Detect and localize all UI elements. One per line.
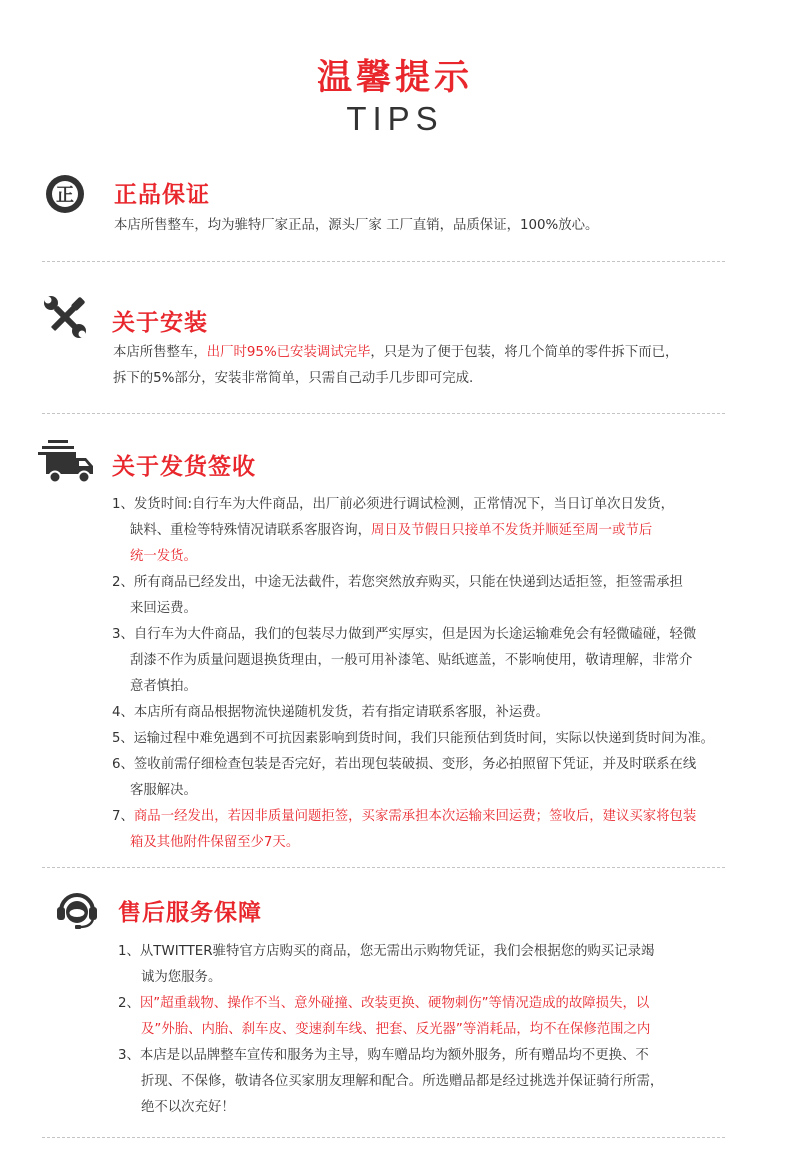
shipping-item-3-line-2: 刮漆不作为质量问题退换货理由，一般可用补漆笔、贴纸遮盖，不影响使用，敬请理解，非常介	[130, 653, 693, 668]
shipping-item-7-line-1: 7、商品一经发出，若因非质量问题拒签，买家需承担本次运输来回运费；签收后，建议买家将包装	[112, 809, 697, 824]
shipping-item-6-line-2: 客服解决。	[130, 783, 197, 798]
aftersales-item-1-line-2: 诚为您服务。	[141, 970, 222, 985]
customer-service-headset-icon	[54, 887, 100, 933]
shipping-item-6-line-1: 6、签收前需仔细检查包装是否完好，若出现包装破损、变形，务必拍照留下凭证，并及时联系在线	[112, 757, 697, 772]
shipping-item-7-line-2: 箱及其他附件保留至少7天。	[130, 835, 300, 850]
divider	[42, 261, 725, 262]
shipping-item-5: 5、运输过程中难免遇到不可抗因素影响到货时间，我们只能预估到货时间，实际以快递到货时间为准。	[112, 731, 714, 746]
divider	[42, 867, 725, 868]
shipping-item-2-line-1: 2、所有商品已经发出，中途无法截件，若您突然放弃购买，只能在快递到达适拒签，拒签需承担	[112, 575, 683, 590]
install-text-line-1: 本店所售整车，出厂时95%已安装调试完毕，只是为了便于包装，将几个简单的零件拆下而已，	[113, 345, 679, 360]
divider	[42, 1137, 725, 1138]
aftersales-item-3-line-2: 折现、不保修，敬请各位买家朋友理解和配合。所选赠品都是经过挑选并保证骑行所需，	[141, 1074, 664, 1089]
aftersales-item-3-line-3: 绝不以次充好！	[141, 1100, 235, 1115]
shipping-item-1-line-2: 缺料、重检等特殊情况请联系客服咨询，周日及节假日只接单不发货并顺延至周一或节后	[130, 523, 653, 538]
genuine-text: 本店所售整车，均为骓特厂家正品，源头厂家 工厂直销，品质保证，100%放心。	[114, 218, 599, 233]
shipping-item-3-line-1: 3、自行车为大件商品，我们的包装尽力做到严实厚实，但是因为长途运输难免会有轻微磕碰，轻微	[112, 627, 697, 642]
divider	[42, 413, 725, 414]
shipping-item-4: 4、本店所有商品根据物流快递随机发货，若有指定请联系客服，补运费。	[112, 705, 550, 720]
aftersales-item-3-line-1: 3、本店是以品牌整车宣传和服务为主导，购车赠品均为额外服务，所有赠品均不更换、不	[118, 1048, 649, 1063]
shipping-item-1-line-1: 1、发货时间:自行车为大件商品，出厂前必须进行调试检测，正常情况下，当日订单次日发货，	[112, 497, 675, 512]
page-subtitle: TIPS	[346, 100, 444, 137]
wrench-screwdriver-icon	[44, 296, 86, 338]
shipping-item-1-line-3: 统一发货。	[130, 549, 197, 564]
section-title-shipping: 关于发货签收	[112, 454, 256, 480]
install-text-line-2: 拆下的5%部分，安装非常简单，只需自己动手几步即可完成.	[113, 371, 474, 386]
aftersales-item-2-line-1: 2、因”超重载物、操作不当、意外碰撞、改装更换、硬物刺伤”等情况造成的故障损失，以	[118, 996, 650, 1011]
section-title-genuine: 正品保证	[114, 182, 210, 208]
aftersales-item-2-line-2: 及”外胎、内胎、刹车皮、变速刹车线、把套、反光器”等消耗品，均不在保修范围之内	[141, 1022, 651, 1037]
section-title-aftersales: 售后服务保障	[118, 900, 262, 926]
shipping-item-3-line-3: 意者慎拍。	[130, 679, 197, 694]
genuine-seal-char: 正	[56, 185, 74, 206]
page-title: 温馨提示	[316, 58, 473, 98]
delivery-truck-icon	[36, 436, 96, 486]
shipping-item-2-line-2: 来回运费。	[130, 601, 197, 616]
genuine-seal-icon	[44, 173, 86, 215]
aftersales-item-1-line-1: 1、从TWITTER骓特官方店购买的商品，您无需出示购物凭证，我们会根据您的购买记录竭	[118, 944, 655, 959]
section-title-install: 关于安装	[112, 310, 208, 336]
